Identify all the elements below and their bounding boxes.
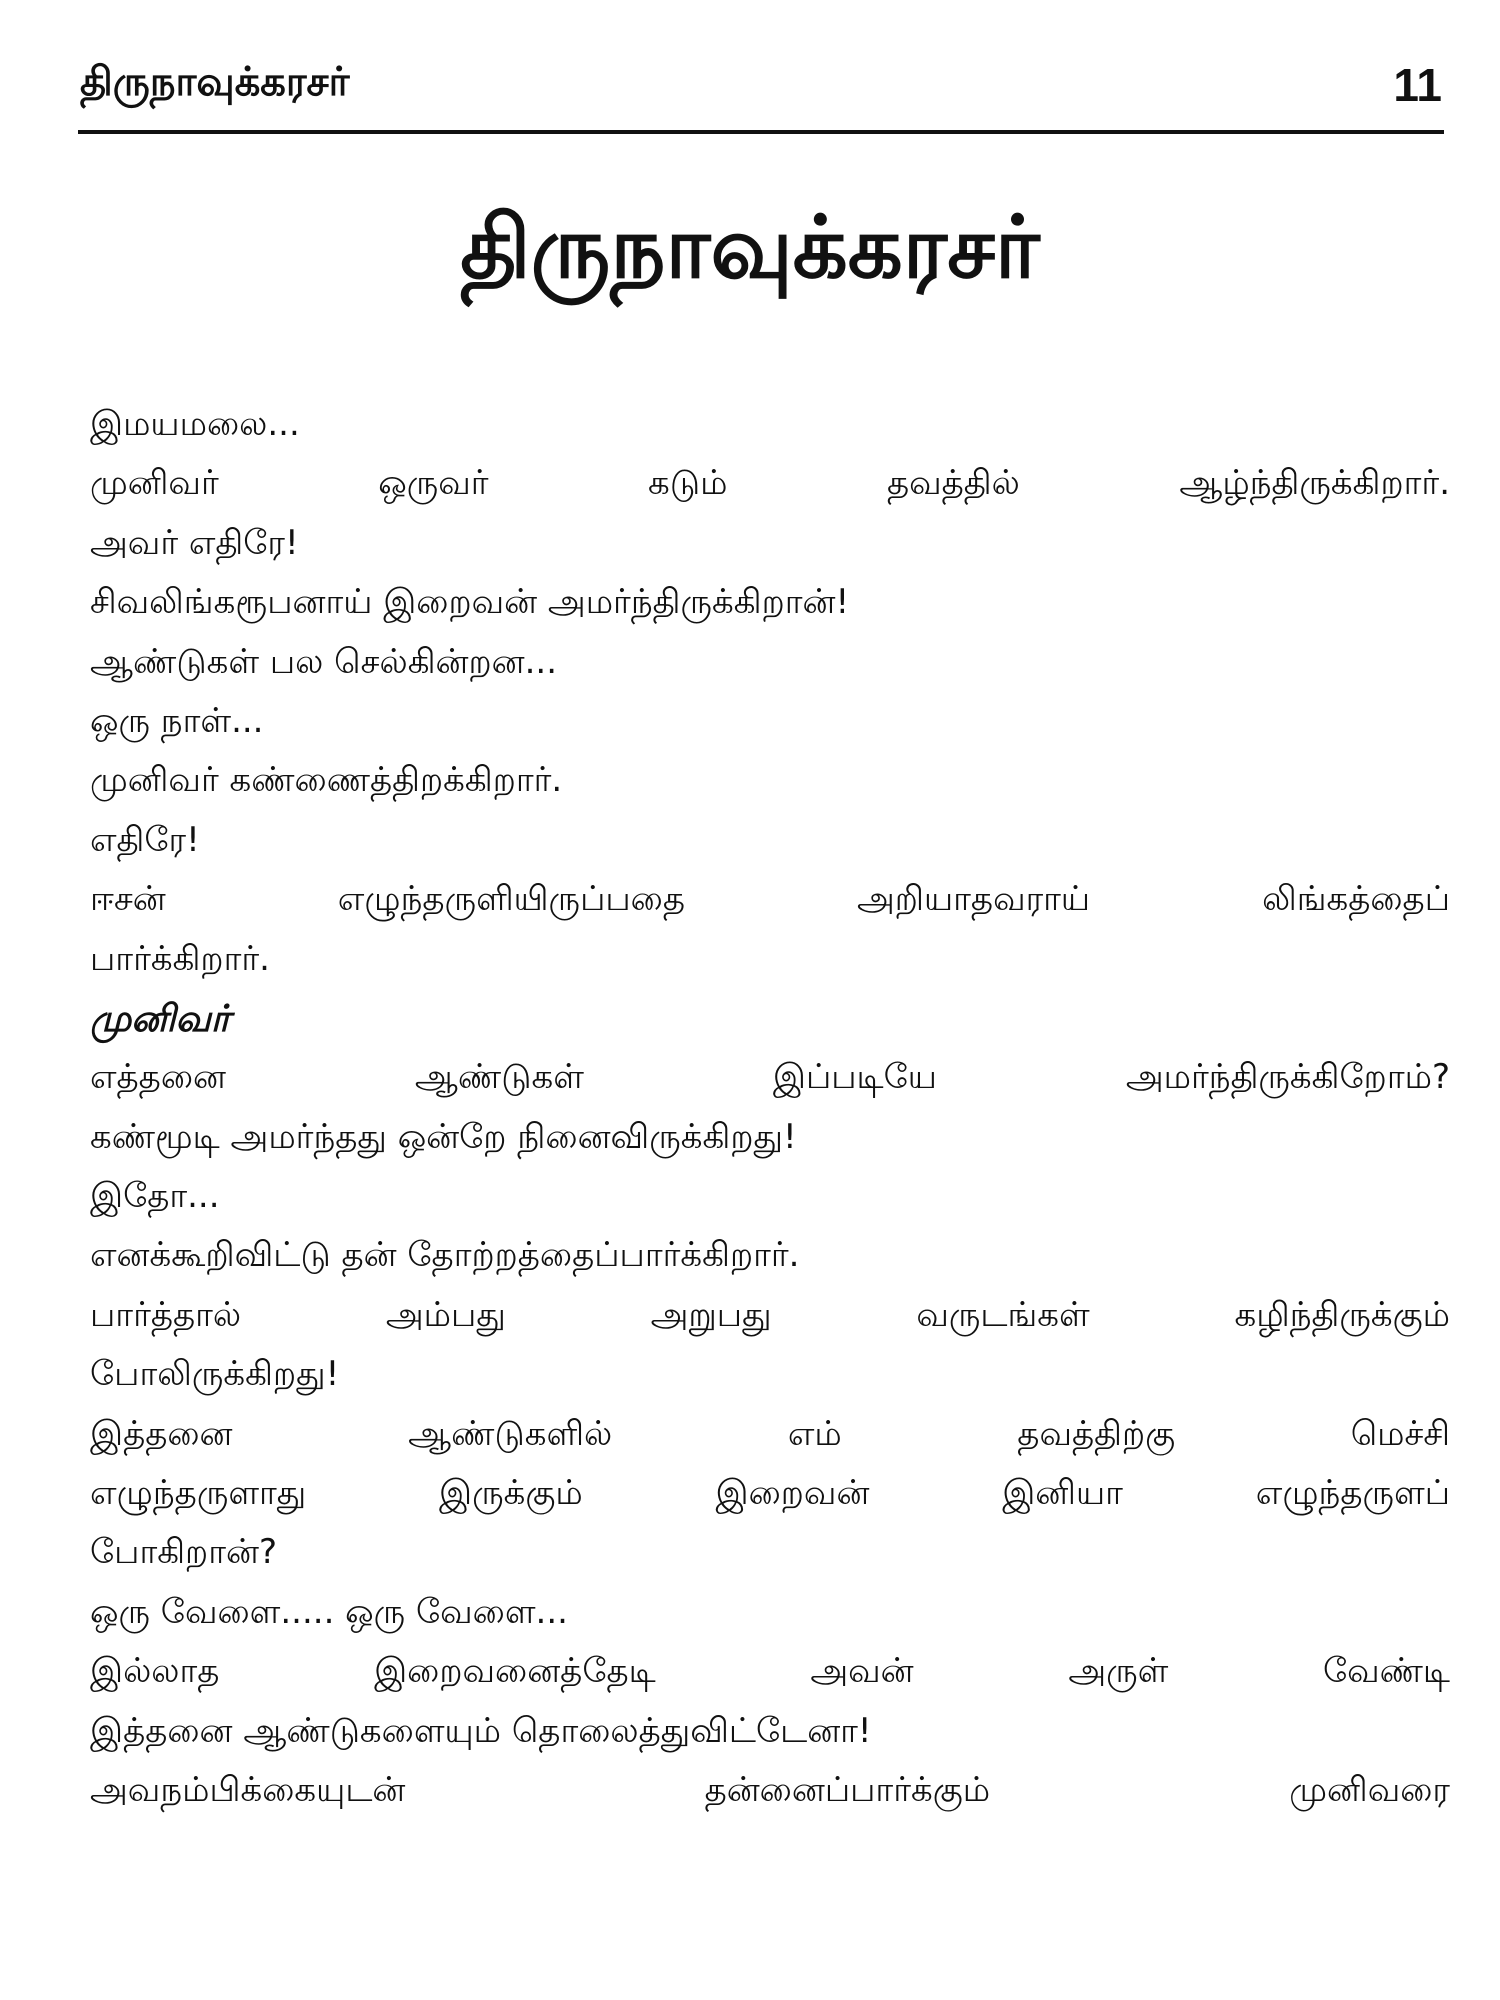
text-line: அவநம்பிக்கையுடன் தன்னைப்பார்க்கும் முனிவரை <box>90 1769 1450 1810</box>
text-line: சிவலிங்கரூபனாய் இறைவன் அமர்ந்திருக்கிறான்! <box>90 582 850 623</box>
text-line: போகிறான்? <box>90 1532 277 1573</box>
text-line: அவர் எதிரே! <box>90 522 299 563</box>
text-line: ஒரு நாள்... <box>90 700 264 741</box>
text-line: இத்தனை ஆண்டுகளில் எம் தவத்திற்கு மெச்சி <box>90 1413 1450 1454</box>
text-line: ஈசன் எழுந்தருளியிருப்பதை அறியாதவராய் லிங்கத்தைப் <box>90 879 1450 920</box>
page-number: 11 <box>1393 59 1442 111</box>
text-line: பார்த்தால் அம்பது அறுபது வருடங்கள் கழிந்திருக்கும் <box>90 1294 1450 1335</box>
text-line: போலிருக்கிறது! <box>90 1354 340 1395</box>
text-line: எனக்கூறிவிட்டு தன் தோற்றத்தைப்பார்க்கிறார். <box>90 1235 800 1276</box>
text-line: ஒரு வேளை..... ஒரு வேளை... <box>90 1591 568 1632</box>
text-line: எதிரே! <box>90 819 200 860</box>
text-line: இல்லாத இறைவனைத்தேடி அவன் அருள் வேண்டி <box>90 1651 1450 1692</box>
text-line: கண்மூடி அமர்ந்தது ஒன்றே நினைவிருக்கிறது! <box>90 1116 797 1157</box>
running-head-title: திருநாவுக்கரசர் <box>80 59 350 105</box>
text-line: எழுந்தருளாது இருக்கும் இறைவன் இனியா எழுந்தருளப் <box>90 1473 1450 1514</box>
text-line: இதோ... <box>90 1176 220 1217</box>
text-line: எத்தனை ஆண்டுகள் இப்படியே அமர்ந்திருக்கிறோம்? <box>90 1057 1450 1098</box>
text-line: முனிவர் கண்ணைத்திறக்கிறார். <box>90 760 563 801</box>
body-text <box>90 395 1450 1820</box>
text-line: முனிவர் ஒருவர் கடும் தவத்தில் ஆழ்ந்திருக்கிறார். <box>90 463 1450 504</box>
text-line: ஆண்டுகள் பல செல்கின்றன... <box>90 641 558 682</box>
text-line: இமயமலை... <box>90 404 300 444</box>
speaker-label: முனிவர் <box>90 996 231 1040</box>
chapter-title: திருநாவுக்கரசர் <box>460 198 1040 298</box>
text-line: பார்க்கிறார். <box>90 938 270 979</box>
header-rule <box>78 130 1444 134</box>
text-line: இத்தனை ஆண்டுகளையும் தொலைத்துவிட்டேனா! <box>90 1710 872 1751</box>
